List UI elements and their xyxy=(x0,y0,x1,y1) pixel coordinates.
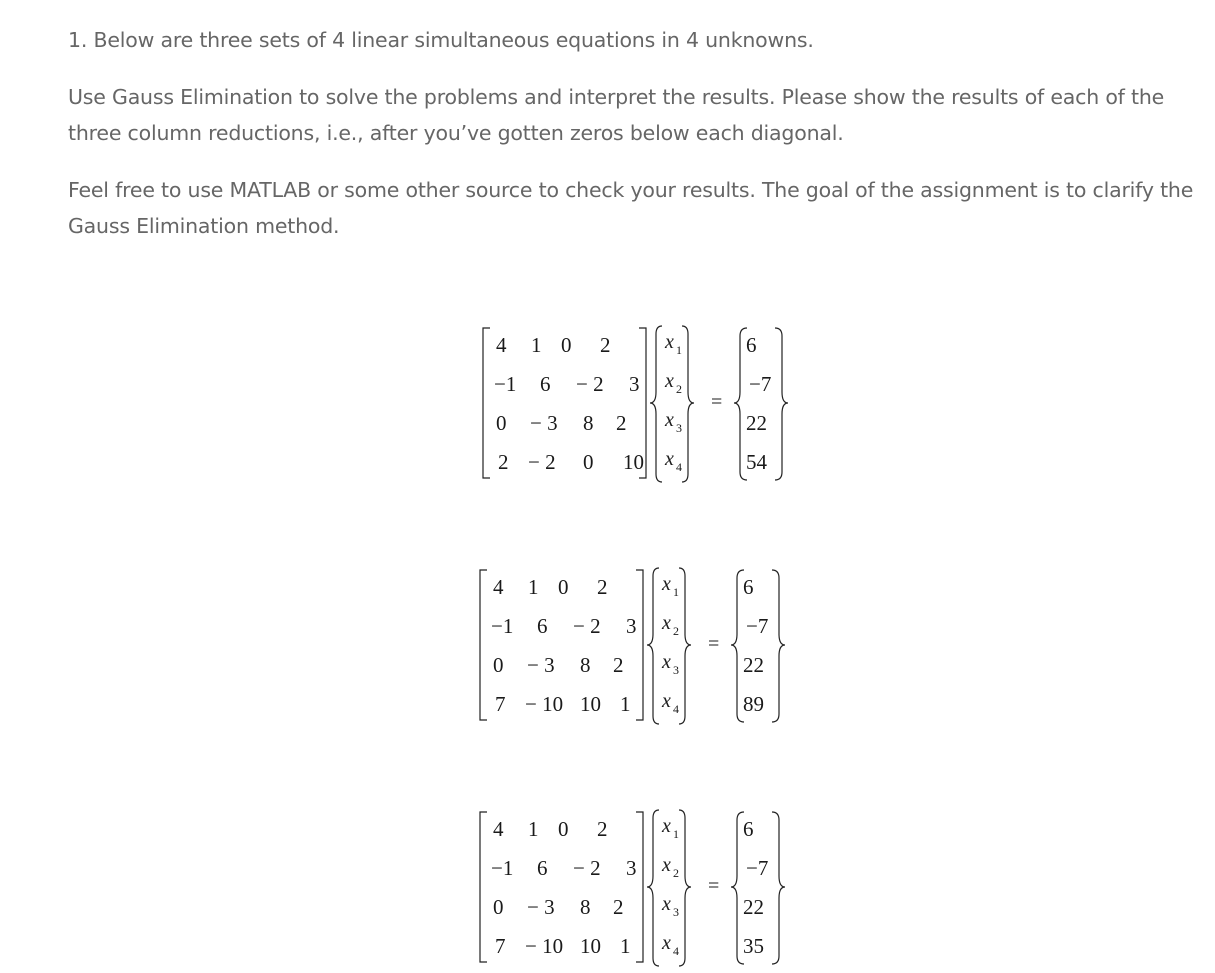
matrix-entry: 2 xyxy=(597,575,608,599)
rhs-entry: −7 xyxy=(749,372,772,396)
matrix-entry: 2 xyxy=(613,895,624,919)
rhs-entry: 22 xyxy=(743,653,764,677)
matrix-entry: − 2 xyxy=(528,450,556,474)
equals-sign: = xyxy=(708,875,720,897)
matrix-entry: 2 xyxy=(616,411,627,435)
unknowns-right-brace xyxy=(679,568,691,724)
unknown-subscript: 4 xyxy=(673,944,679,958)
unknown-subscript: 4 xyxy=(673,702,679,716)
unknown-variable: x xyxy=(665,409,674,431)
unknown-variable: x xyxy=(662,651,671,673)
unknown-variable: x xyxy=(662,854,671,876)
rhs-right-brace xyxy=(772,812,785,964)
matrix-entry: −1 xyxy=(491,856,514,880)
matrix-entry: 2 xyxy=(498,450,509,474)
matrix-entry: − 3 xyxy=(530,411,558,435)
matrix-entry: 6 xyxy=(537,856,548,880)
rhs-entry: 22 xyxy=(746,411,767,435)
matrix-entry: − 2 xyxy=(573,614,601,638)
matrix-entry: 0 xyxy=(558,575,569,599)
unknowns-right-brace xyxy=(679,810,691,966)
unknowns-left-brace xyxy=(650,326,662,482)
rhs-entry: −7 xyxy=(746,856,769,880)
rhs-entry: 6 xyxy=(743,575,754,599)
matrix-entry: 1 xyxy=(531,333,542,357)
matrix-entry: − 10 xyxy=(525,934,564,958)
matrix-entry: − 3 xyxy=(527,895,555,919)
problem-intro: 1. Below are three sets of 4 linear simultaneous equations in 4 unknowns. xyxy=(68,28,814,52)
matrix-right-bracket xyxy=(636,570,643,720)
matrix-entry: 0 xyxy=(493,895,504,919)
matrix-entry: 0 xyxy=(558,817,569,841)
rhs-right-brace xyxy=(772,570,785,722)
matrix-entry: 2 xyxy=(613,653,624,677)
matrix-left-bracket xyxy=(483,328,490,478)
matrix-entry: 1 xyxy=(528,575,539,599)
matrix-entry: 0 xyxy=(493,653,504,677)
unknowns-right-brace xyxy=(682,326,694,482)
matrix-entry: 8 xyxy=(580,653,591,677)
matrix-entry: 3 xyxy=(626,614,637,638)
unknown-subscript: 1 xyxy=(673,585,679,599)
unknowns-left-brace xyxy=(647,568,659,724)
matrix-entry: − 2 xyxy=(576,372,604,396)
unknown-subscript: 4 xyxy=(676,460,682,474)
matrix-entry: − 2 xyxy=(573,856,601,880)
matrix-entry: 10 xyxy=(580,934,601,958)
rhs-entry: 22 xyxy=(743,895,764,919)
rhs-entry: −7 xyxy=(746,614,769,638)
matrix-entry: 0 xyxy=(583,450,594,474)
unknown-variable: x xyxy=(662,932,671,954)
unknown-subscript: 3 xyxy=(676,421,682,435)
matrix-entry: 2 xyxy=(597,817,608,841)
matrix-entry: 2 xyxy=(600,333,611,357)
unknown-variable: x xyxy=(665,448,674,470)
unknown-variable: x xyxy=(662,690,671,712)
unknown-variable: x xyxy=(662,815,671,837)
unknown-variable: x xyxy=(665,331,674,353)
matrix-entry: 4 xyxy=(493,817,504,841)
unknown-subscript: 1 xyxy=(673,827,679,841)
matrix-entry: 0 xyxy=(561,333,572,357)
unknown-subscript: 2 xyxy=(673,624,679,638)
unknown-subscript: 2 xyxy=(673,866,679,880)
matrix-entry: 10 xyxy=(580,692,601,716)
unknown-variable: x xyxy=(665,370,674,392)
unknown-subscript: 1 xyxy=(676,343,682,357)
rhs-entry: 35 xyxy=(743,934,764,958)
equals-sign: = xyxy=(711,391,723,413)
matrix-entry: 8 xyxy=(580,895,591,919)
matrix-entry: 1 xyxy=(620,692,631,716)
rhs-entry: 6 xyxy=(743,817,754,841)
matrix-entry: 4 xyxy=(496,333,507,357)
matrix-entry: 7 xyxy=(495,692,506,716)
matrix-entry: 1 xyxy=(620,934,631,958)
equation-system-3 xyxy=(475,808,795,972)
unknown-variable: x xyxy=(662,573,671,595)
unknown-subscript: 2 xyxy=(676,382,682,396)
matrix-right-bracket xyxy=(636,812,643,962)
matrix-entry: 8 xyxy=(583,411,594,435)
rhs-entry: 54 xyxy=(746,450,767,474)
unknown-variable: x xyxy=(662,612,671,634)
equals-sign: = xyxy=(708,633,720,655)
matrix-entry: 7 xyxy=(495,934,506,958)
unknown-subscript: 3 xyxy=(673,663,679,677)
matrix-entry: 1 xyxy=(528,817,539,841)
instructions-paragraph: Use Gauss Elimination to solve the problems and interpret the results. Please show the results of each of the three column reductions, i.e., after you’ve gotten zeros below each diagonal. xyxy=(68,85,1165,145)
rhs-right-brace xyxy=(775,328,788,480)
matrix-left-bracket xyxy=(480,812,487,962)
rhs-entry: 89 xyxy=(743,692,764,716)
rhs-entry: 6 xyxy=(746,333,757,357)
matrix-entry: 3 xyxy=(629,372,640,396)
matrix-entry: 6 xyxy=(540,372,551,396)
matrix-entry: 6 xyxy=(537,614,548,638)
note-paragraph: Feel free to use MATLAB or some other source to check your results. The goal of the assignment is to clarify the Gauss Elimination method. xyxy=(68,178,1194,238)
matrix-entry: −1 xyxy=(494,372,517,396)
matrix-entry: − 3 xyxy=(527,653,555,677)
matrix-entry: 0 xyxy=(496,411,507,435)
matrix-entry: 10 xyxy=(623,450,644,474)
unknown-variable: x xyxy=(662,893,671,915)
unknowns-left-brace xyxy=(647,810,659,966)
matrix-entry: −1 xyxy=(491,614,514,638)
matrix-entry: 3 xyxy=(626,856,637,880)
unknown-subscript: 3 xyxy=(673,905,679,919)
matrix-entry: − 10 xyxy=(525,692,564,716)
equation-system-2 xyxy=(475,566,795,730)
matrix-left-bracket xyxy=(480,570,487,720)
equation-system-1 xyxy=(478,324,798,488)
matrix-entry: 4 xyxy=(493,575,504,599)
